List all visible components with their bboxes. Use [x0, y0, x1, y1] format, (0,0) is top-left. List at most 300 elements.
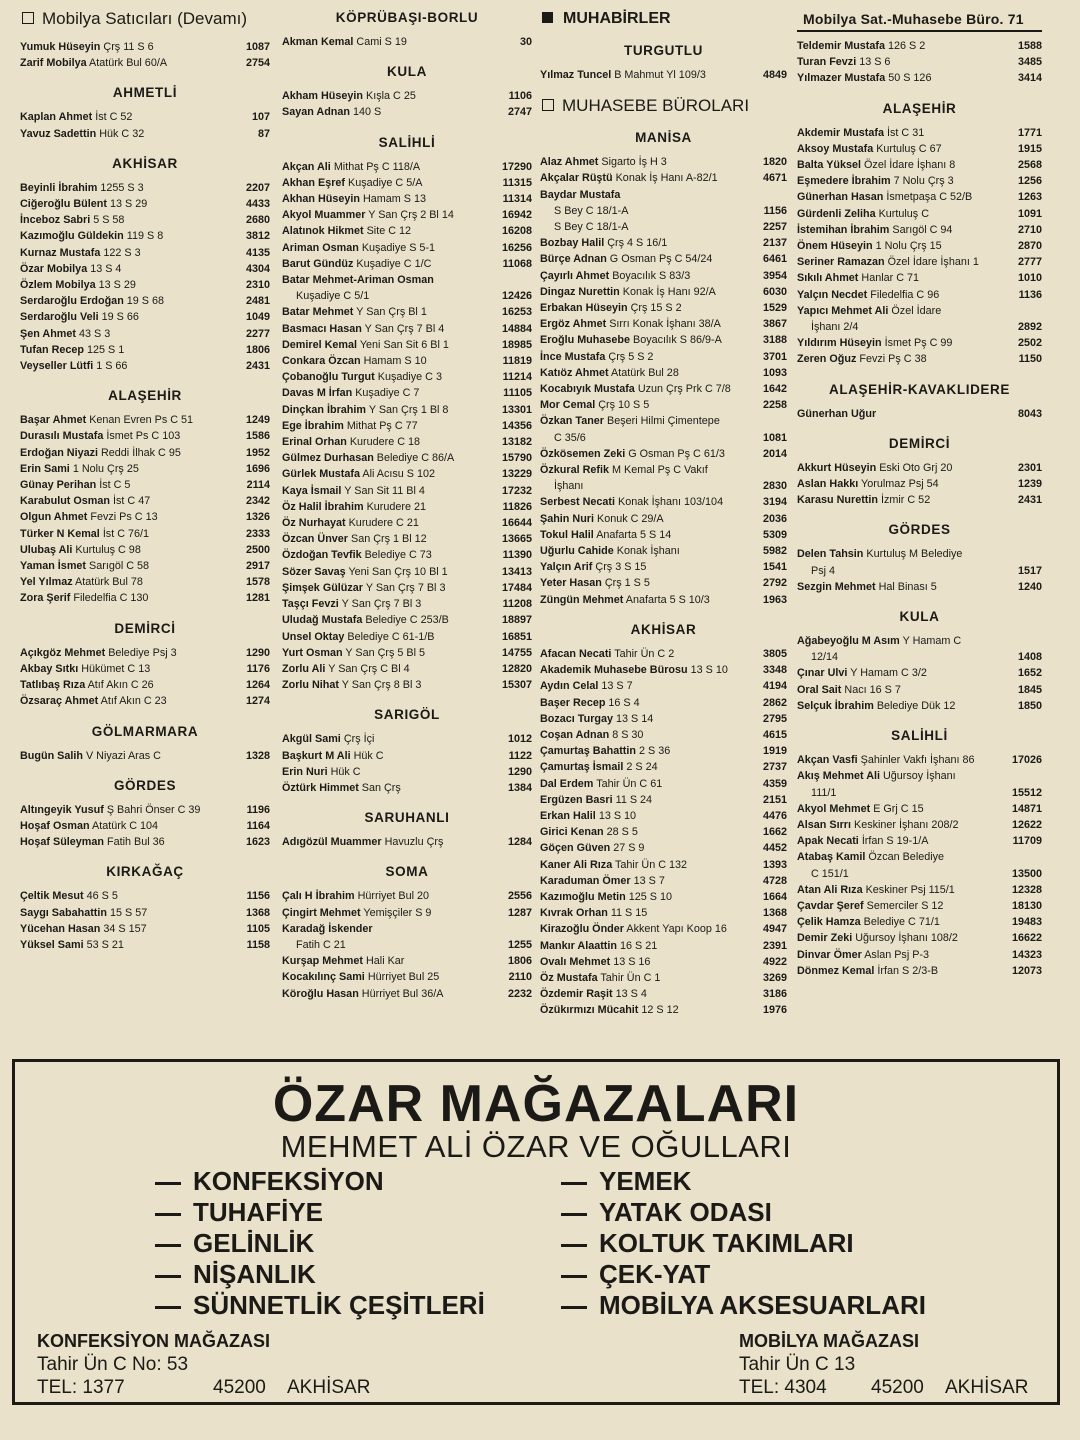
listing-row — [540, 695, 787, 711]
listing-row — [282, 677, 532, 693]
listing-number: 14884 — [501, 322, 532, 335]
listing-row — [20, 326, 270, 342]
listing-row — [797, 866, 1042, 882]
listing-address: İst C 52 — [95, 111, 133, 124]
listing-text — [797, 254, 1014, 270]
listing-address: Belediye C 71/1 — [863, 916, 940, 929]
listing-number: 14323 — [1011, 948, 1042, 961]
listing-row — [20, 526, 270, 542]
listing-row — [282, 104, 532, 120]
listing-address: İrfan S 19-1/A — [861, 835, 929, 848]
listing-text — [20, 574, 242, 590]
listing-text — [20, 590, 242, 606]
listing-row — [282, 564, 532, 580]
listing-address: İşhanı — [554, 480, 584, 493]
listing-number: 30 — [519, 36, 532, 48]
listing-text — [797, 801, 1008, 817]
listing-address: Yeni San Çrş 10 Bl 1 — [348, 565, 448, 578]
listing-address: Çrş İçi — [343, 733, 375, 746]
listing-text — [797, 351, 1015, 367]
listing-row — [20, 445, 270, 461]
listing-number: 15307 — [501, 679, 532, 692]
listing-address: Y San Çrş 1 Bl 8 — [368, 403, 449, 416]
listing-number: 16644 — [501, 517, 532, 530]
listing-text — [797, 319, 1014, 335]
listing-row — [282, 764, 532, 780]
listing-number: 2137 — [762, 237, 787, 250]
listing-number: 1239 — [1017, 478, 1042, 491]
listing-name: Batar Mehmet — [282, 306, 354, 319]
listing-address: 28 S 5 — [606, 826, 638, 839]
listing-number: 17026 — [1011, 754, 1042, 767]
listing-text — [282, 223, 498, 239]
listing-address: Hamam S 13 — [363, 193, 427, 206]
listing-name: Veyseller Lütfi — [20, 360, 94, 373]
listing-row — [20, 661, 270, 677]
listing-name: Tokul Halil — [540, 528, 594, 541]
listing-name: Başar Ahmet — [20, 414, 87, 427]
listing-row — [282, 288, 532, 304]
listing-number: 2862 — [762, 696, 787, 709]
listing-number: 1919 — [762, 745, 787, 758]
listing-name: Gürdenli Zeliha — [797, 207, 876, 220]
listing-text — [797, 303, 1042, 319]
listing-number: 2737 — [762, 761, 787, 774]
listing-row — [797, 222, 1042, 238]
listing-number: 16208 — [501, 225, 532, 238]
listing-row — [282, 321, 532, 337]
dash-icon — [155, 1213, 181, 1216]
listing-name: Karaduman Ömer — [540, 874, 631, 887]
listing-number: 11315 — [502, 176, 532, 189]
listing-row — [20, 277, 270, 293]
listing-number: 1287 — [507, 906, 532, 919]
listing-address: 13 S 7 — [633, 874, 665, 887]
listing-address: Tahir Ün C 132 — [615, 858, 688, 871]
listing-number: 2342 — [245, 495, 270, 508]
listing-number: 13500 — [1011, 867, 1042, 880]
listing-number: 4922 — [762, 955, 787, 968]
listing-row — [797, 682, 1042, 698]
listing-text — [540, 413, 787, 429]
listing-row — [282, 450, 532, 466]
listing-text — [20, 326, 242, 342]
listing-number: 11314 — [502, 193, 532, 206]
listing-number: 2792 — [762, 577, 787, 590]
listing-address: Y Hamam C — [902, 635, 962, 648]
listing-text — [282, 645, 498, 661]
listing-row — [282, 905, 532, 921]
listing-number: 1623 — [245, 836, 270, 849]
listing-number: 3269 — [762, 971, 787, 984]
listing-name: Erin Nuri — [282, 765, 328, 778]
listing-row — [282, 937, 532, 953]
listing-address: Hük C — [330, 765, 361, 778]
listing-number: 16851 — [501, 630, 532, 643]
listing-number: 4849 — [762, 69, 787, 81]
listing-number: 2431 — [1017, 494, 1042, 507]
listing-name: Altıngeyik Yusuf — [20, 803, 104, 816]
city-heading: AKHİSAR — [630, 621, 697, 637]
listing-number: 107 — [251, 111, 270, 124]
listing-name: Conkara Özcan — [282, 355, 361, 368]
listing-text — [540, 235, 759, 251]
listing-text — [282, 466, 498, 482]
listing-number: 3954 — [762, 269, 787, 282]
listing-name: Kaplan Ahmet — [20, 111, 93, 124]
listing-name: Akış Mehmet Ali — [797, 770, 880, 783]
listing-row — [540, 300, 787, 316]
listing-name: Dinvar Ömer — [797, 948, 862, 961]
listing-number: 18130 — [1011, 899, 1042, 912]
listing-address: Mithat Pş C 118/A — [333, 160, 421, 173]
listing-text — [20, 493, 242, 509]
listing-text — [797, 335, 1014, 351]
listing-row — [282, 337, 532, 353]
listing-text — [282, 240, 498, 256]
listing-address: Sarıgöl C 94 — [892, 223, 953, 236]
listing-address: Belediye C 61-1/B — [347, 630, 435, 643]
listing-number: 4671 — [762, 172, 787, 185]
listing-text — [20, 748, 242, 764]
listing-text — [282, 953, 504, 969]
listing-row — [282, 223, 532, 239]
listing-row — [282, 369, 532, 385]
listing-name: Barut Gündüz — [282, 257, 354, 270]
listing-row — [797, 849, 1042, 865]
listing-name: Yılmazer Mustafa — [797, 72, 886, 85]
city-heading: SALİHLİ — [378, 134, 436, 150]
listing-text — [20, 558, 242, 574]
listing-name: Erdoğan Niyazi — [20, 446, 98, 459]
listing-number: 16622 — [1011, 932, 1042, 945]
listing-address: Kurtuluş C — [878, 207, 929, 220]
listing-row — [20, 180, 270, 196]
listing-text — [797, 157, 1014, 173]
listing-name: Coşan Adnan — [540, 728, 610, 741]
dash-icon — [561, 1306, 587, 1309]
listing-name: Züngün Mehmet — [540, 593, 624, 606]
listing-name: Çavdar Şeref — [797, 899, 864, 912]
listing-number: 14755 — [501, 646, 532, 659]
listing-text — [540, 938, 759, 954]
listing-name: Saygı Sabahattin — [20, 906, 107, 919]
listing-number: 1264 — [245, 679, 270, 692]
listing-row — [797, 303, 1042, 319]
listing-number: 1664 — [762, 890, 787, 903]
ad-item: KONFEKSİYON — [155, 1166, 485, 1197]
listing-name: Özkural Refik — [540, 464, 610, 477]
listing-name: Girici Kenan — [540, 826, 604, 839]
listing-row — [20, 309, 270, 325]
listing-row — [540, 986, 787, 1002]
listing-row — [797, 460, 1042, 476]
listing-name: Kirazoğlu Önder — [540, 923, 624, 936]
listing-text — [540, 776, 759, 792]
listing-name: Akçan Ali — [282, 160, 331, 173]
listing-text — [797, 633, 1042, 649]
listing-number: 4728 — [762, 874, 787, 887]
listing-number: 1517 — [1017, 564, 1042, 577]
listing-row — [20, 677, 270, 693]
listing-row — [540, 938, 787, 954]
listing-number: 2710 — [1017, 223, 1042, 236]
listing-row — [282, 418, 532, 434]
listing-row — [797, 633, 1042, 649]
listing-address: 111/1 — [811, 786, 837, 799]
listing-number: 1384 — [507, 781, 532, 794]
listing-text — [540, 840, 759, 856]
listing-row — [540, 662, 787, 678]
listing-row — [797, 319, 1042, 335]
listing-address: 13 S 10 — [690, 664, 728, 677]
listing-address: Y San Çrş 2 Bl 14 — [368, 209, 454, 222]
listing-address: Anafarta 5 S 14 — [596, 528, 672, 541]
listing-name: Yavuz Sadettin — [20, 127, 97, 140]
listing-number: 1158 — [246, 938, 270, 951]
listing-row — [540, 889, 787, 905]
ad-item: GELİNLİK — [155, 1228, 485, 1259]
listing-number: 1845 — [1017, 683, 1042, 696]
listing-address: Uğursoy İşhanı — [883, 770, 956, 783]
listing-number: 2481 — [245, 295, 270, 308]
listing-number: 4304 — [245, 262, 270, 275]
listing-row — [20, 645, 270, 661]
listing-text — [20, 802, 243, 818]
listing-text — [282, 159, 498, 175]
listing-row — [20, 428, 270, 444]
listing-row — [20, 196, 270, 212]
listing-number: 11208 — [502, 598, 532, 611]
listing-number: 2258 — [762, 399, 787, 412]
listing-number: 1806 — [507, 955, 532, 968]
listing-text — [540, 365, 759, 381]
listing-name: Çayırlı Ahmet — [540, 269, 610, 282]
listing-text — [282, 256, 499, 272]
listing-address: Filedelfia C 96 — [870, 288, 940, 301]
listing-name: Akham Hüseyin — [282, 90, 364, 103]
listing-address: Filedelfia C 130 — [73, 592, 149, 605]
listing-row — [282, 547, 532, 563]
listing-number: 1290 — [245, 646, 270, 659]
listing-text — [540, 462, 787, 478]
listing-name: Çeltik Mesut — [20, 890, 84, 903]
checkbox-square-icon — [22, 12, 34, 24]
listing-number: 2747 — [507, 106, 532, 119]
listing-number: 1820 — [762, 156, 787, 169]
listing-number: 1049 — [245, 311, 270, 324]
listing-address: Kuşadiye C 1/C — [356, 257, 432, 270]
listing-number: 19483 — [1011, 916, 1042, 929]
listing-number: 18897 — [501, 614, 532, 627]
listing-address: Belediye C 73 — [364, 549, 432, 562]
listing-text — [20, 245, 242, 261]
listing-name: Akyol Muammer — [282, 209, 366, 222]
listing-name: Ulubaş Ali — [20, 543, 73, 556]
listing-address: 50 S 126 — [888, 72, 932, 85]
listing-row — [20, 293, 270, 309]
listing-text — [797, 817, 1008, 833]
advertisement-box — [12, 1059, 1060, 1405]
listing-name: Şimşek Gülüzar — [282, 581, 364, 594]
listing-address: Hükümet C 13 — [81, 662, 151, 675]
listing-address: Konak İş Hanı 92/A — [622, 285, 716, 298]
listing-number: 2754 — [245, 57, 270, 70]
listing-text — [282, 564, 498, 580]
listing-number: 1105 — [246, 922, 270, 935]
listing-address: San Çrş — [361, 781, 401, 794]
dash-icon — [561, 1275, 587, 1278]
listing-text — [282, 353, 499, 369]
listing-address: Hali Kar — [366, 955, 405, 968]
listing-name: Teldemir Mustafa — [797, 40, 885, 52]
listing-text — [540, 921, 759, 937]
listing-name: Bozacı Turgay — [540, 712, 613, 725]
listing-row — [797, 882, 1042, 898]
listing-text — [540, 349, 759, 365]
listing-address: 2 S 36 — [639, 745, 671, 758]
listing-number: 1012 — [507, 733, 532, 746]
listing-text — [282, 483, 498, 499]
listing-name: Zorlu Nihat — [282, 679, 339, 692]
listing-text — [282, 272, 532, 288]
listing-text — [540, 268, 759, 284]
listing-row — [797, 157, 1042, 173]
listing-row — [540, 187, 787, 203]
listing-address: Havuzlu Çrş — [384, 836, 444, 849]
listing-number: 1915 — [1017, 142, 1042, 155]
listing-number: 2502 — [1017, 337, 1042, 350]
listing-name: Hoşaf Osman — [20, 819, 90, 832]
listing-address: 46 S 5 — [86, 890, 118, 903]
listing-number: 3186 — [762, 988, 787, 1001]
listing-row — [540, 494, 787, 510]
listing-number: 4615 — [762, 728, 787, 741]
listing-address: Atıf Akın C 26 — [87, 679, 154, 692]
listing-address: 1255 S 3 — [100, 181, 144, 194]
listing-row — [282, 34, 532, 50]
listing-text — [540, 284, 759, 300]
listing-address: Atatürk C 104 — [92, 819, 159, 832]
listing-name: Davas M İrfan — [282, 387, 353, 400]
category-heading — [22, 8, 270, 29]
listing-text — [282, 207, 498, 223]
listing-number: 2110 — [508, 971, 532, 984]
listing-number: 14356 — [501, 419, 532, 432]
listing-number: 1249 — [245, 414, 270, 427]
listing-row — [282, 612, 532, 628]
listing-name: Atan Ali Rıza — [797, 883, 863, 896]
listing-name: Kurnaz Mustafa — [20, 246, 101, 259]
listing-name: Özar Mobilya — [20, 262, 88, 275]
listing-row — [20, 834, 270, 850]
listing-text — [797, 38, 1014, 54]
listing-row — [797, 963, 1042, 979]
listing-row — [282, 272, 532, 288]
listing-address: İst C 31 — [887, 126, 925, 139]
listing-name: Dingaz Nurettin — [540, 285, 620, 298]
listing-number: 1806 — [245, 343, 270, 356]
listing-text — [282, 369, 499, 385]
dash-icon — [155, 1306, 181, 1309]
listing-row — [540, 170, 787, 186]
listing-number: 1081 — [762, 431, 787, 444]
listing-text — [282, 969, 505, 985]
listing-address: Kurudere 21 — [366, 500, 427, 513]
listing-name: Zarif Mobilya — [20, 57, 87, 70]
listing-name: Akkurt Hüseyin — [797, 461, 877, 474]
listing-name: Sayan Adnan — [282, 106, 350, 119]
listing-address: Özel İdare — [891, 304, 942, 317]
listing-text — [20, 342, 242, 358]
listing-row — [540, 332, 787, 348]
listing-row — [282, 515, 532, 531]
listing-text — [797, 189, 1014, 205]
listing-address: 8 S 30 — [612, 728, 644, 741]
listing-text — [797, 914, 1008, 930]
listing-address: Kurudere C 18 — [349, 436, 421, 449]
listing-address: Tahir Ün C 1 — [600, 971, 661, 984]
listing-text — [540, 792, 759, 808]
listing-number: 2500 — [245, 543, 270, 556]
listing-row — [282, 661, 532, 677]
city-heading: ALAŞEHİR-KAVAKLIDERE — [828, 381, 1010, 397]
ad-item: MOBİLYA AKSESUARLARI — [561, 1290, 926, 1321]
listing-row — [540, 824, 787, 840]
listing-address: Belediye C 86/A — [376, 452, 455, 465]
listing-row — [282, 731, 532, 747]
listing-address: Özcan Belediye — [868, 851, 945, 864]
listing-number: 2568 — [1017, 159, 1042, 172]
listing-text — [540, 889, 759, 905]
listing-row — [797, 254, 1042, 270]
listing-number: 4359 — [762, 777, 787, 790]
listing-number: 11826 — [502, 500, 532, 513]
listing-text — [797, 206, 1014, 222]
listing-address: C 35/6 — [554, 431, 586, 444]
listing-name: Afacan Necati — [540, 647, 612, 660]
city-heading: SARUHANLI — [364, 810, 450, 826]
listing-row — [797, 141, 1042, 157]
listing-text — [540, 857, 759, 873]
city-heading: KÖPRÜBAŞI-BORLU — [335, 10, 479, 25]
listing-name: Çelik Hamza — [797, 916, 861, 929]
listing-row — [282, 159, 532, 175]
listing-name: Aydın Celal — [540, 680, 599, 693]
listing-address: 2 S 24 — [626, 761, 658, 774]
listing-row — [540, 154, 787, 170]
listing-address: Kenan Evren Ps C 51 — [89, 414, 194, 427]
listing-address: İst C 76/1 — [102, 527, 150, 540]
listing-row — [20, 558, 270, 574]
listing-text — [540, 478, 759, 494]
listing-row — [797, 801, 1042, 817]
listing-address: Sigarto İş H 3 — [601, 156, 667, 169]
listing-address: 11 S 24 — [615, 793, 653, 806]
listing-name: Gürlek Mustafa — [282, 468, 360, 481]
listing-number: 2151 — [762, 793, 787, 806]
listing-name: Kocakılınç Sami — [282, 971, 365, 984]
listing-row — [540, 284, 787, 300]
listing-text — [797, 173, 1014, 189]
listing-name: Yurt Osman — [282, 646, 343, 659]
listing-row — [282, 240, 532, 256]
listing-name: Günerhan Hasan — [797, 191, 884, 204]
listing-address: İsmet Ps C 103 — [106, 430, 181, 443]
listing-row — [282, 580, 532, 596]
listing-number: 1136 — [1018, 288, 1042, 301]
dash-icon — [155, 1275, 181, 1278]
